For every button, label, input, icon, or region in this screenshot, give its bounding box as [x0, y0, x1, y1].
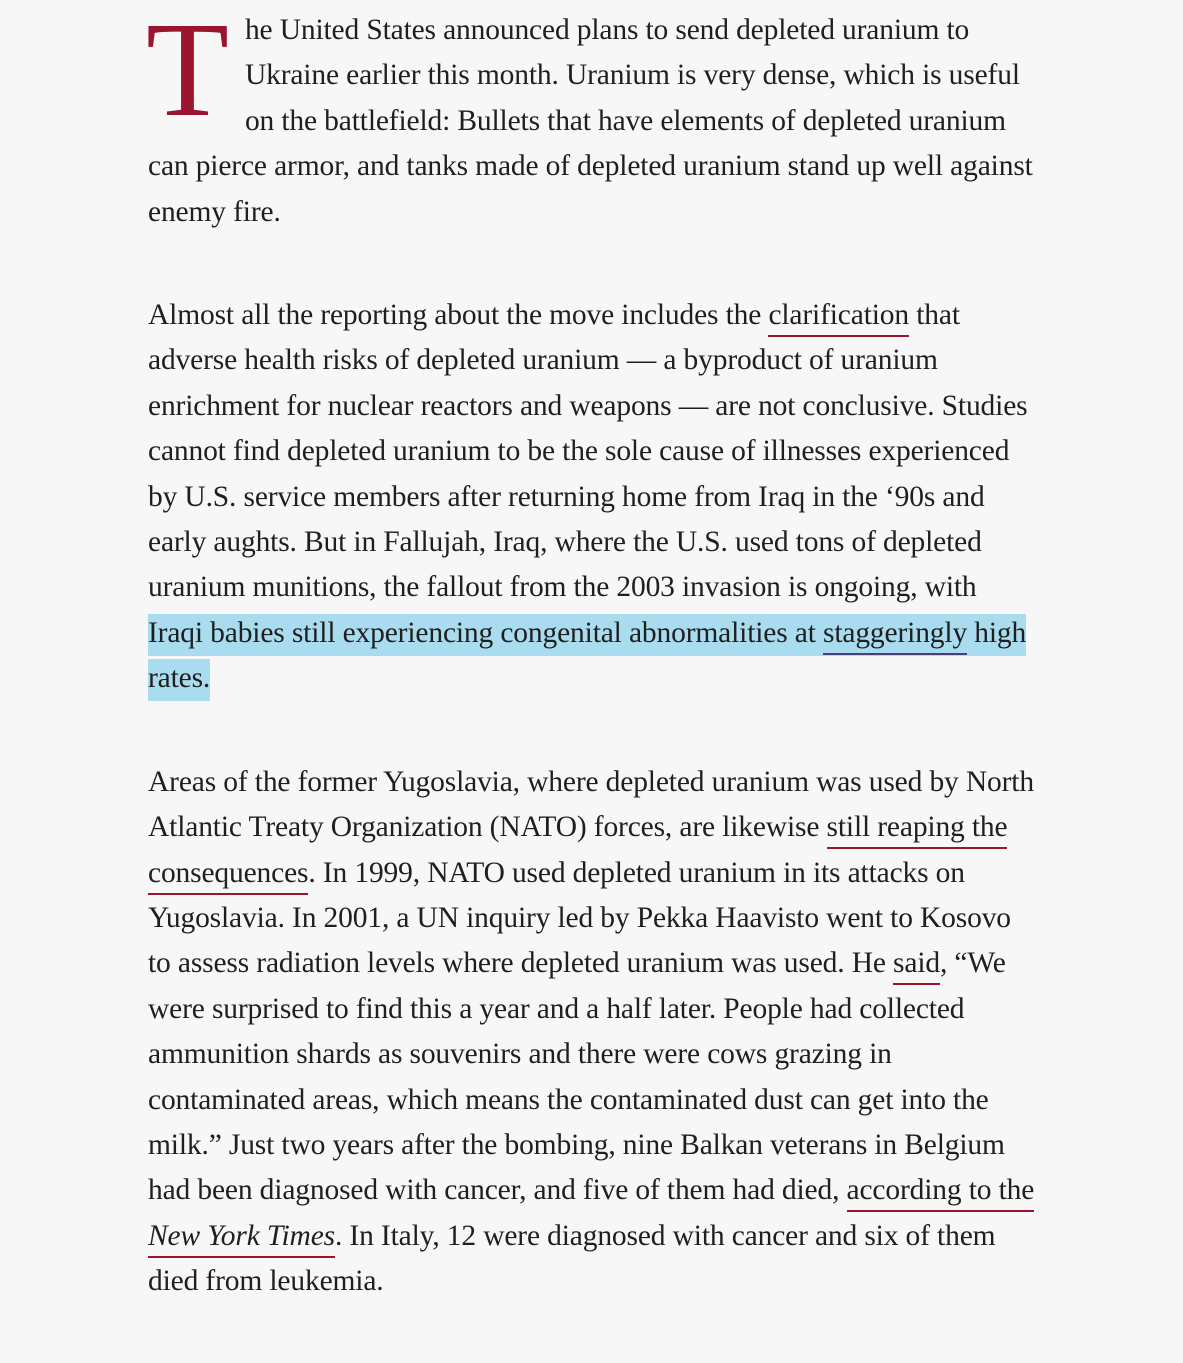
paragraph-2	[148, 293, 1038, 702]
selected-text-highlight	[148, 614, 1026, 701]
paragraph-1	[146, 0, 1038, 235]
link-nyt-text: according to the	[846, 1174, 1035, 1207]
highlighted-text-a: Iraqi babies still experiencing congenital abnormalities at	[148, 616, 824, 649]
paragraph-3	[148, 760, 1038, 1305]
paragraph-3-text-c: , “We were surprised to find this a year and a half later. People had collected ammunition shards as souvenirs and there were cows grazing in contaminated areas, which means the contaminated dust can get into the milk.” Just two years after the bombing, nine Balkan veterans in Belgium had been diagnosed with cancer, and five of them had died,	[148, 947, 1006, 1207]
paragraph-3-text-b: . In 1999, NATO used depleted uranium in its attacks on Yugoslavia. In 2001, a UN inquiry led by Pekka Haavisto went to Kosovo to assess radiation levels where depleted uranium was used. He	[148, 856, 1011, 980]
link-said[interactable]: said	[893, 947, 940, 985]
drop-cap: T	[146, 0, 229, 145]
article-body	[146, 0, 1038, 1363]
link-still-reaping-consequences[interactable]: still reaping the consequences	[148, 811, 1007, 894]
highlighted-text-b: high rates.	[148, 616, 1027, 695]
paragraph-3-text-d: . In Italy, 12 were diagnosed with cancer and six of them died from leukemia.	[148, 1219, 996, 1298]
paragraph-1-text: he United States announced plans to send depleted uranium to Ukraine earlier this month. Uranium is very dense, which is useful on the battlefield: Bullets that have elements of depleted uranium can pierce armor, and tanks made of depleted uranium stand up well against enemy fire.	[148, 14, 1033, 228]
paragraph-3-text-a: Areas of the former Yugoslavia, where depleted uranium was used by North Atlantic Treaty Organization (NATO) forces, are likewise	[148, 765, 1034, 844]
link-staggeringly[interactable]: staggeringly	[823, 617, 967, 655]
link-nyt-publication: New York Times	[148, 1219, 335, 1252]
link-clarification[interactable]: clarification	[768, 299, 909, 337]
paragraph-2-text-a: Almost all the reporting about the move includes the	[148, 299, 769, 332]
paragraph-2-text-b: that adverse health risks of depleted uranium — a byproduct of uranium enrichment for nuclear reactors and weapons — are not conclusive. Studies cannot find depleted uranium to be the sole cause of illnesses experienced by U.S. service members after returning home from Iraq in the ‘90s and early aughts. But in Fallujah, Iraq, where the U.S. used tons of depleted uranium munitions, the fallout from the 2003 invasion is ongoing, with	[148, 299, 1028, 604]
